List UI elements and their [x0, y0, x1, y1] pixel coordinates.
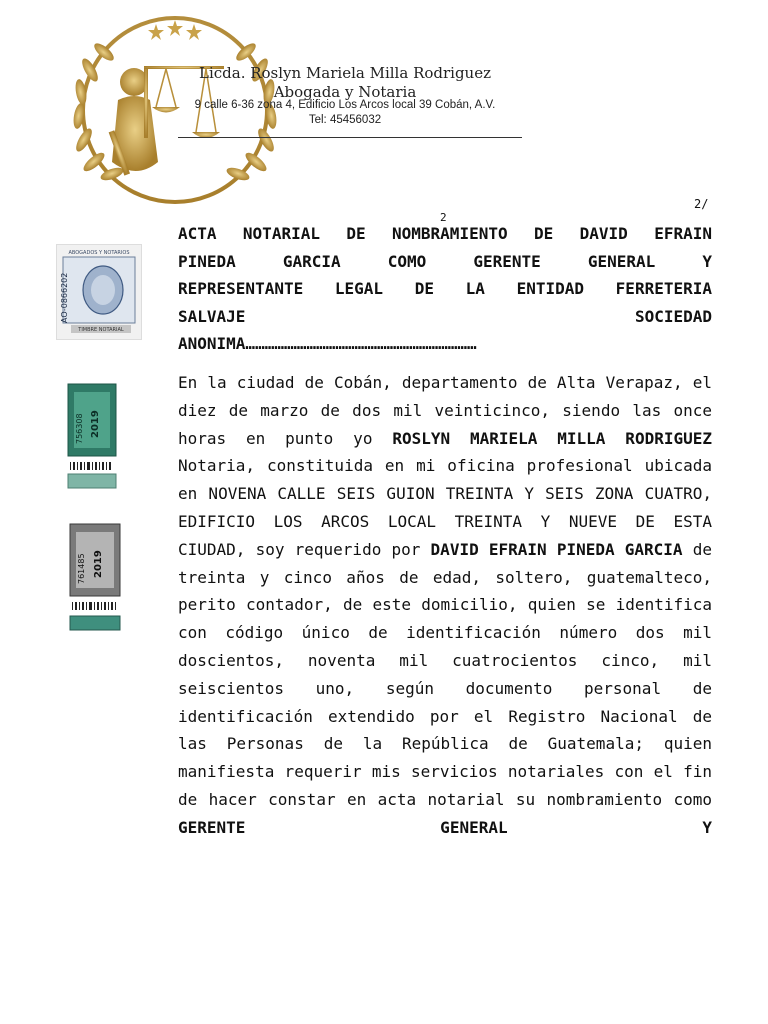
role-title: GERENTE GENERAL Y	[178, 817, 712, 837]
svg-text:2019: 2019	[93, 550, 104, 578]
svg-text:2019: 2019	[90, 410, 101, 438]
notary-name: ROSLYN MARIELA MILLA RODRIGUEZ	[392, 428, 713, 448]
client-name: DAVID EFRAIN PINEDA GARCIA	[430, 539, 683, 559]
letterhead-phone: Tel: 45456032	[308, 114, 382, 126]
heading-line: SALVAJE SOCIEDAD	[178, 306, 712, 326]
letterhead-title: Abogada y Notaria	[273, 83, 417, 101]
letterhead-address: 9 calle 6-36 zona 4, Edificio Los Arcos local 39 Cobán, A.V.	[194, 99, 496, 111]
document-heading	[178, 220, 712, 358]
fiscal-stamp-icon	[66, 382, 118, 490]
body-paragraph	[178, 369, 712, 842]
page-number-right: 2/	[694, 197, 709, 211]
svg-text:761485: 761485	[77, 553, 86, 584]
heading-line: ACTA NOTARIAL DE NOMBRAMIENTO DE DAVID EFRAIN	[178, 224, 712, 243]
svg-text:TIMBRE NOTARIAL: TIMBRE NOTARIAL	[78, 327, 124, 333]
document-body	[178, 220, 712, 842]
letterhead-divider	[178, 137, 522, 138]
heading-line: ANONIMA………………………………………………………………	[178, 334, 477, 354]
body-text: de treinta y cinco años de edad, soltero, guatemalteco, perito contador, de este domicilio, quien se identifica con código único de identificación número dos mil doscientos, noventa mil cuatrocientos cinco, mil seiscientos uno, según documento personal de identificación extendido por el Registro Nacional de las Personas de la República de Guatemala; quien manifiesta requerir mis servicios notariales con el fin de hacer constar en acta notarial su nombramiento como	[178, 539, 712, 809]
heading-line: REPRESENTANTE LEGAL DE LA ENTIDAD FERRETERIA	[178, 279, 712, 299]
body-text: Notaria, constituida en mi oficina profesional ubicada en NOVENA CALLE SEIS GUION TREINTA Y SEIS ZONA CUATRO, EDIFICIO LOS ARCOS LOCAL TREINTA Y NUEVE DE ESTA CIUDAD, soy requerido por	[178, 456, 712, 559]
notarial-stamp-icon	[56, 244, 142, 340]
heading-line: PINEDA GARCIA COMO GERENTE GENERAL Y	[178, 251, 712, 271]
svg-text:756308: 756308	[75, 413, 84, 444]
letterhead-name: Licda. Roslyn Mariela Milla Rodriguez	[198, 64, 492, 82]
fiscal-stamp-icon	[68, 522, 122, 632]
page-number-center: 2	[440, 211, 447, 224]
svg-text:AO-0866202: AO-0866202	[60, 272, 69, 323]
svg-text:ABOGADOS Y NOTARIOS: ABOGADOS Y NOTARIOS	[68, 250, 130, 256]
body-text: En la ciudad de Cobán, departamento de Alta Verapaz, el diez de marzo de dos mil veinticinco, siendo las once horas en punto yo	[178, 372, 712, 448]
